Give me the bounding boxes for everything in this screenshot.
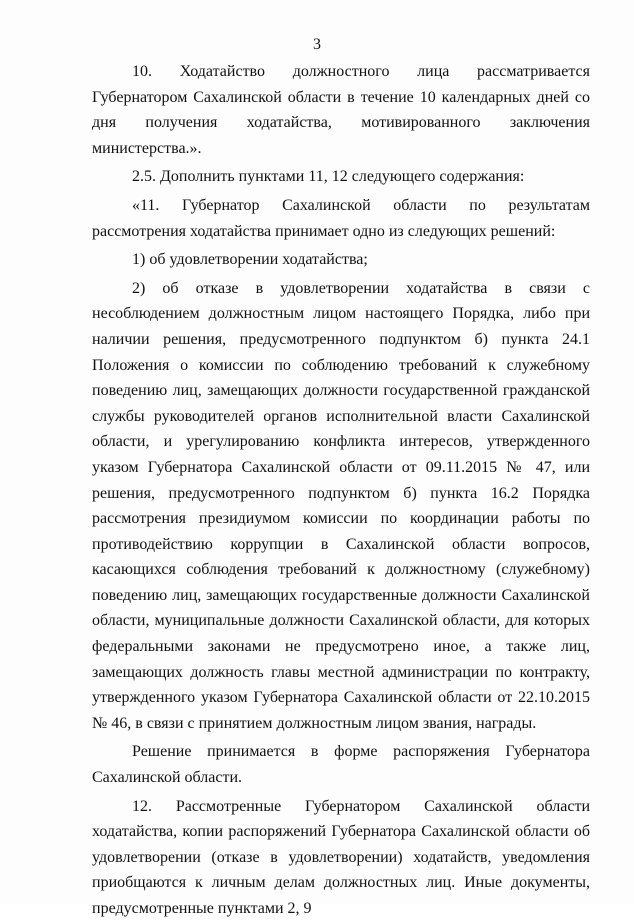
paragraph-11: «11. Губернатор Сахалинской области по результатам рассмотрения ходатайства принимает одно из следующих решений: xyxy=(92,196,590,240)
page-number: 3 xyxy=(313,36,321,53)
paragraph-10: 10. Ходатайство должностного лица рассматривается Губернатором Сахалинской области в течение 10 календарных дней со дня получения ходатайства, мотивированного заключения министерства.». xyxy=(92,63,590,157)
paragraph-11-item-1: 1) об удовлетворении ходатайства; xyxy=(132,251,368,269)
paragraph-12: 12. Рассмотренные Губернатором Сахалинской области ходатайства, копии распоряжений Губернатора Сахалинской области об удовлетворении (отказе в удовлетворении) ходатайств, уведомления приобщаются к личным делам должностных лиц. Иные документы, предусмотренные пунктами 2, 9 xyxy=(92,797,590,917)
paragraph-decision: Решение принимается в форме распоряжения Губернатора Сахалинской области. xyxy=(92,743,590,787)
paragraph-2-5: 2.5. Дополнить пунктами 11, 12 следующего содержания: xyxy=(132,168,525,186)
paragraph-11-item-2: 2) об отказе в удовлетворении ходатайства в связи с несоблюдением должностным лицом настоящего Порядка, либо при наличии решения, предусмотренного подпунктом б) пункта 24.1 Положения о комиссии по соблюдению требований к служебному поведению лиц, замещающих должности государственной гражданской службы руководителей органов исполнительной власти Сахалинской области, и урегулированию конфликта интересов, утвержденного указом Губернатора Сахалинской области от 09.11.2015 № 47, или решения, предусмотренного подпунктом б) пункта 16.2 Порядка рассмотрения президиумом комиссии по координации работы по противодействию коррупции в Сахалинской области вопросов, касающихся соблюдения требований к должностному (служебному) поведению лиц, замещающих государственные должности Сахалинской области, муниципальные должности Сахалинской области, для которых федеральными законами не предусмотрено иное, а также лиц, замещающих должность главы местной администрации по контракту, утвержденного указом Губернатора Сахалинской области от 22.10.2015 № 46, в связи с принятием должностным лицом звания, награды. xyxy=(92,279,590,732)
document-body xyxy=(92,59,590,922)
